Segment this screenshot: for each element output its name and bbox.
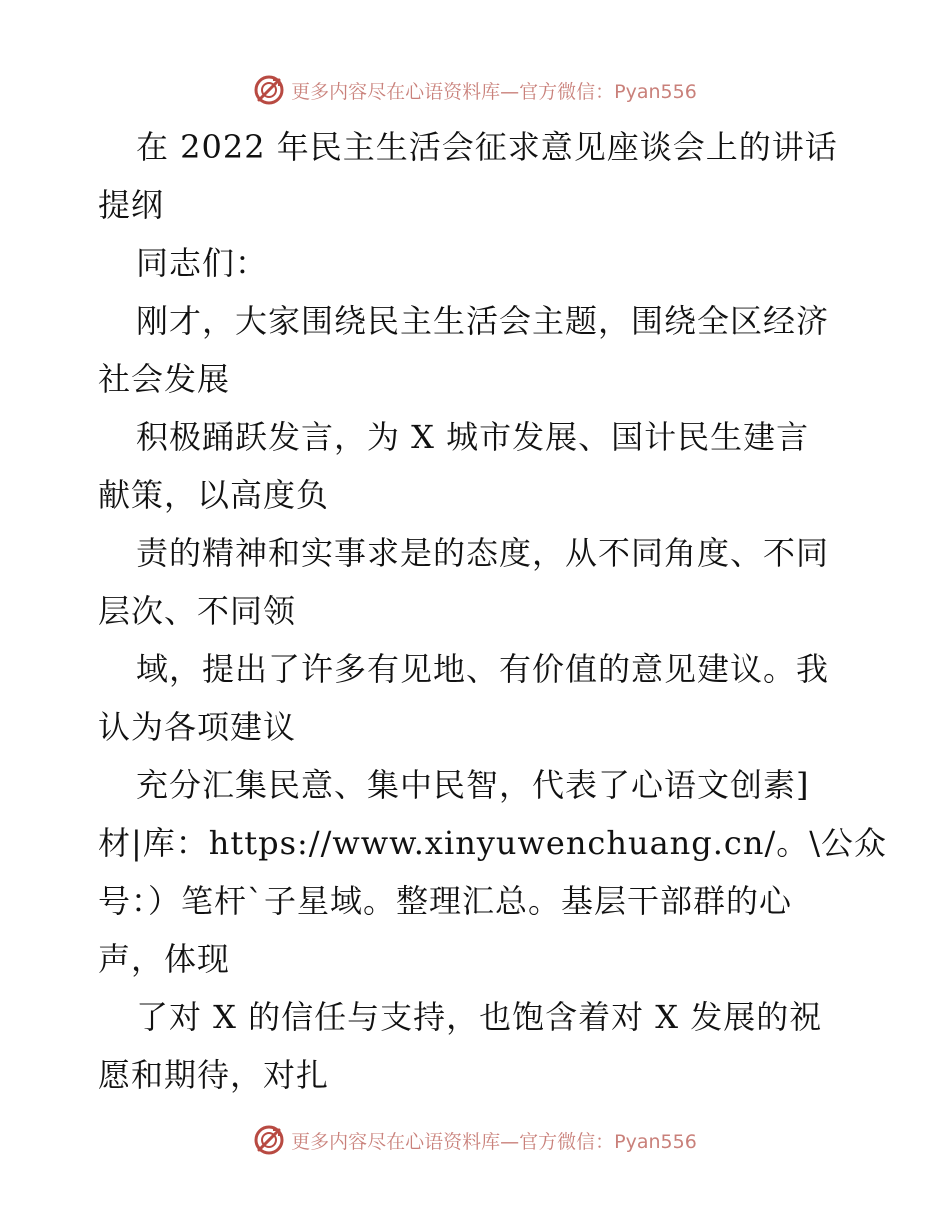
text-line: 积极踊跃发言，为 X 城市发展、国计民生建言 [136,418,810,456]
text-line: 域，提出了许多有见地、有价值的意见建议。我 [136,650,830,688]
header-banner-text: 更多内容尽在心语资料库—官方微信：Pyan556 [291,80,697,103]
text-line: 声，体现 [98,940,231,978]
text-line: 号：）笔杆`子星域。整理汇总。基层干部群的心 [98,882,793,920]
text-line: 社会发展 [98,360,231,398]
text-line: 愿和期待，对扎 [98,1056,330,1094]
brand-logo-icon [253,1124,285,1156]
text-line: 了对 X 的信任与支持，也饱含着对 X 发展的祝 [136,998,823,1036]
header-banner [0,70,950,110]
footer-banner [0,1120,950,1160]
brand-logo-icon [253,74,285,106]
text-line: 材|库：https://www.xinyuwenchuang.cn/。\公众 [98,824,888,862]
text-line: 认为各项建议 [98,708,297,746]
text-line: 在 2022 年民主生活会征求意见座谈会上的讲话 [136,128,838,166]
text-line: 同志们： [136,244,269,282]
document-body [98,118,888,1104]
text-line: 责的精神和实事求是的态度，从不同角度、不同 [136,534,830,572]
text-line: 层次、不同领 [98,592,297,630]
text-line: 献策，以高度负 [98,476,330,514]
text-line: 刚才，大家围绕民主生活会主题，围绕全区经济 [136,302,830,340]
footer-banner-text: 更多内容尽在心语资料库—官方微信：Pyan556 [291,1130,697,1153]
text-line: 提纲 [98,186,165,224]
text-line: 充分汇集民意、集中民智，代表了心语文创素] [136,766,810,804]
